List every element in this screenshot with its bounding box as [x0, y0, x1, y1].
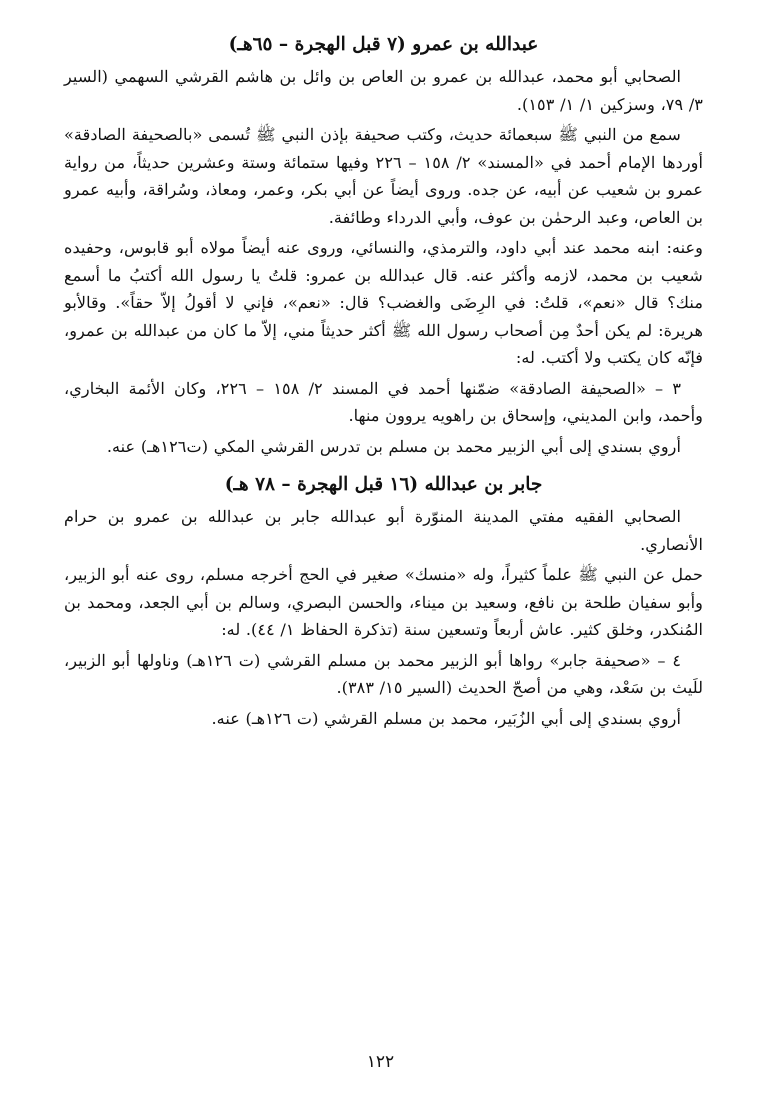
paragraph: أروي بسندي إلى أبي الزُبَير، محمد بن مسلم القرشي (ت ١٢٦هـ) عنه.	[211, 708, 681, 728]
page-content	[64, 30, 703, 732]
paragraph: الصحابي الفقيه مفتي المدينة المنوّرة أبو عبدالله جابر بن عبدالله بن عمرو بن حرام الأنصاري.	[64, 507, 703, 554]
paragraph: سمع من النبي ﷺ سبعمائة حديث، وكتب صحيفة بإذن النبي ﷺ تُسمى «بالصحيفة الصادقة» أوردها الإمام أحمد في «المسند» ٢/ ١٥٨ – ٢٢٦ وفيها ستمائة وستة وعشرين حديثاً، من رواية عمرو بن شعيب عن أبيه، عن جده. وروى أيضاً عن أبي بكر، وعمر، ومعاذ، وسُراقة، وأبيه عمرو بن العاص، وعبد الرحمٰن بن عوف، وأبي الدرداء وطائفة.	[64, 125, 703, 227]
paragraph: ٣ – «الصحيفة الصادقة» ضمّنها أحمد في المسند ٢/ ١٥٨ – ٢٢٦، وكان الأئمة البخاري، وأحمد، وابن المديني، وإسحاق بن راهويه يروون منها.	[64, 378, 703, 425]
paragraph: ٤ – «صحيفة جابر» رواها أبو الزبير محمد بن مسلم القرشي (ت ١٢٦هـ) وناولها أبو الزبير، للَيث بن سَعْد، وهي من أصحّ الحديث (السير ١٥/ ٣٨٣).	[64, 650, 703, 697]
section-heading-abdullah-ibn-amr: عبدالله بن عمرو (٧ قبل الهجرة – ٦٥هـ)	[228, 34, 539, 55]
paragraph: أروي بسندي إلى أبي الزبير محمد بن مسلم بن تدرس القرشي المكي (ت١٢٦هـ) عنه.	[106, 436, 681, 456]
paragraph: الصحابي أبو محمد، عبدالله بن عمرو بن العاص بن وائل بن هاشم القرشي السهمي (السير ٣/ ٧٩، وسزكين ١/ ١/ ١٥٣).	[64, 67, 703, 114]
page-number: ١٢٢	[366, 1052, 395, 1072]
section-heading-jabir-ibn-abdullah: جابر بن عبدالله (١٦ قبل الهجرة – ٧٨ هـ)	[224, 474, 543, 495]
paragraph: وعنه: ابنه محمد عند أبي داود، والترمذي، والنسائي، وروى عنه أيضاً مولاه أبو قابوس، وحفيده شعيب بن محمد، لازمه وأكثر عنه. قال عبدالله بن عمرو: قلتُ يا رسول الله أكتبُ ما أسمع منك؟ قال «نعم»، قلتُ: في الرِضَى والغضب؟ قال: «نعم»، فإني لا أقولُ إلاّ حقاً». وقالأبو هريرة: لم يكن أحدٌ مِن أصحاب رسول الله ﷺ أكثر حديثاً مني، إلاّ ما كان من عبدالله بن عمرو، فإنّه كان يكتب ولا أكتب. له:	[64, 238, 703, 367]
paragraph: حمل عن النبي ﷺ علماً كثيراً، وله «منسك» صغير في الحج أخرجه مسلم، روى عنه أبو الزبير، وأبو سفيان طلحة بن نافع، وسعيد بن ميناء، والحسن البصري، وسالم بن أبي الجعد، ومحمد بن المُنكدر، وخلق كثير. عاش أربعاً وتسعين سنة (تذكرة الحفاظ ١/ ٤٤). له:	[64, 565, 703, 639]
